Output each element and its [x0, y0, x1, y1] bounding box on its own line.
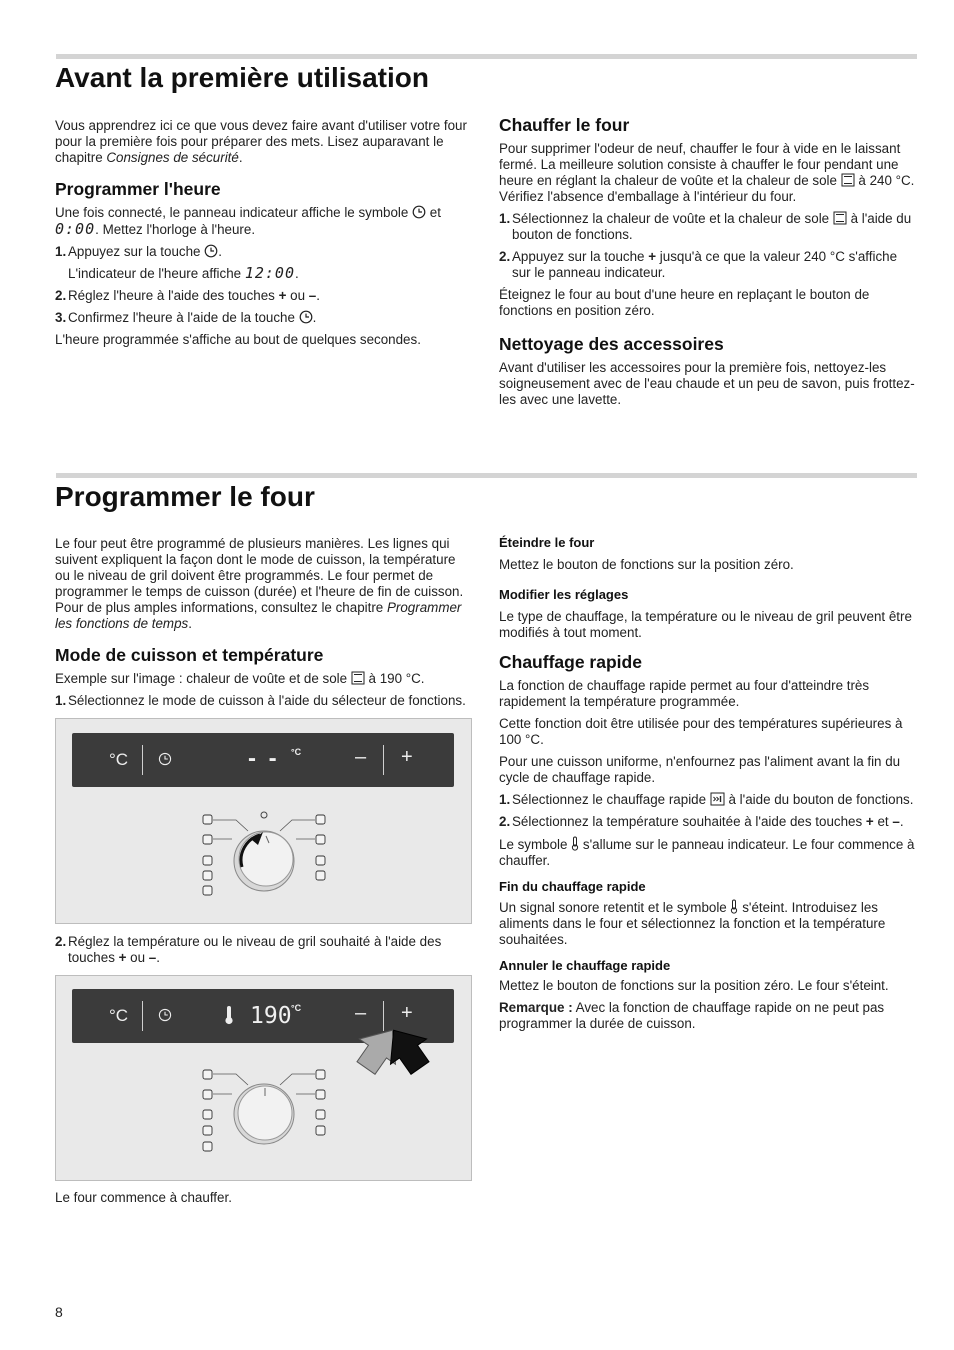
- heading-modify-settings: Modifier les réglages: [499, 587, 629, 602]
- intro-paragraph: Le four peut être programmé de plusieurs manières. Les lignes qui suivent expliquent la façon dont le mode de cuisson, la température ou le niveau de gril doivent être programmés. Le four permet de programmer le temps de cuisson (durée) et l'heure de fin de cuisson. Pour de plus amples informations, consultez le chapitre Programmer les fonctions de temps.: [55, 536, 464, 631]
- rapid-cancel-text: Mettez le bouton de fonctions sur la position zéro. Le four s'éteint.: [499, 978, 889, 993]
- heading-heat-oven: Chauffer le four: [499, 115, 630, 135]
- section-title: Avant la première utilisation: [55, 62, 429, 93]
- section-title: Programmer le four: [55, 481, 315, 512]
- rapid-heat-icon: [710, 792, 725, 806]
- heat-closing: Éteignez le four au bout d'une heure en replaçant le bouton de fonctions en position zéro.: [499, 287, 870, 318]
- rapid-step-2: 2. Sélectionnez la température souhaitée à l'aide des touches + et –.: [499, 814, 904, 829]
- right-column-2: [499, 526, 917, 1038]
- plus-key-symbol: +: [648, 249, 657, 264]
- heat-paragraph: Pour supprimer l'odeur de neuf, chauffer le four à vide en le laissant fermé. La meilleure solution consiste à chauffer le four pendant une heure en réglant la chaleur de voûte et la chaleur de sole à 240 °C. Vérifiez l'absence d'emballage à l'intérieur du four.: [499, 141, 915, 204]
- plus-key-symbol: +: [865, 814, 874, 829]
- top-bottom-heat-icon: [351, 671, 365, 685]
- rapid-heat-symbol-paragraph: Le symbole s'allume sur le panneau indicateur. Le four commence à chauffer.: [499, 837, 915, 868]
- mode-closing: Le four commence à chauffer.: [55, 1190, 232, 1205]
- minus-key: –: [355, 746, 367, 768]
- minus-key-symbol: –: [148, 950, 157, 965]
- clock-icon: [204, 244, 218, 258]
- function-selector-knob: [56, 719, 473, 925]
- clock-step-2: 2. Réglez l'heure à l'aide des touches + ou –.: [55, 288, 320, 303]
- clock-step-3: 3. Confirmez l'heure à l'aide de la touche .: [55, 310, 317, 325]
- temperature-unit: °C: [291, 747, 302, 757]
- heading-rapid-heat: Chauffage rapide: [499, 652, 642, 672]
- celsius-key: °C: [109, 1006, 129, 1025]
- heading-mode-temperature: Mode de cuisson et température: [55, 645, 324, 665]
- plus-key: +: [401, 746, 413, 768]
- heading-clean-accessories: Nettoyage des accessoires: [499, 334, 724, 354]
- mode-step-2: 2. Réglez la température ou le niveau de gril souhaité à l'aide des touches + ou –.: [55, 934, 442, 965]
- minus-key: –: [355, 1002, 367, 1024]
- heading-clock: Programmer l'heure: [55, 179, 221, 199]
- rapid-note: Remarque : Avec la fonction de chauffage rapide on ne peut pas programmer la durée de cuisson.: [499, 1000, 885, 1031]
- intro-paragraph: Vous apprendrez ici ce que vous devez faire avant d'utiliser votre four pour la première fois pour préparer des mets. Lisez auparavant le chapitre Consignes de sécurité.: [55, 118, 467, 165]
- clock-icon: [299, 310, 313, 324]
- temperature-unit: °C: [291, 1003, 302, 1013]
- rapid-heat-p1: La fonction de chauffage rapide permet au four d'atteindre très rapidement la température programmée.: [499, 678, 870, 709]
- minus-key-symbol: –: [892, 814, 900, 829]
- heat-step-1: 1. Sélectionnez la chaleur de voûte et la chaleur de sole à l'aide du bouton de fonctions.: [499, 211, 912, 242]
- clock-step-1-result: L'indicateur de l'heure affiche 12:00.: [68, 264, 299, 282]
- minus-key-symbol: –: [308, 288, 317, 303]
- rapid-heat-p3: Pour une cuisson uniforme, n'enfournez pas l'aliment avant la fin du cycle de chauffage rapide.: [499, 754, 901, 785]
- right-column-1: [499, 104, 917, 414]
- left-column-2: [55, 536, 473, 1212]
- left-column-1: [55, 118, 470, 354]
- heading-rapid-cancel: Annuler le chauffage rapide: [499, 958, 671, 973]
- oven-control-panel-illustration: [55, 975, 472, 1181]
- oven-control-panel-illustration: [55, 718, 472, 924]
- clean-paragraph: Avant d'utiliser les accessoires pour la première fois, nettoyez-les soigneusement avec de l'eau chaude et un peu de savon, puis frottez-les avec une lavette.: [499, 360, 915, 407]
- mode-example: Exemple sur l'image : chaleur de voûte et de sole à 190 °C.: [55, 671, 425, 686]
- rapid-end-text: Un signal sonore retentit et le symbole s'éteint. Introduisez les aliments dans le four et sélectionnez la fonction et la température souhaitées.: [499, 900, 886, 947]
- celsius-key: °C: [109, 750, 129, 769]
- clock-step-1: 1. Appuyez sur la touche . L'indicateur de l'heure affiche 12:00.: [55, 244, 470, 282]
- clock-closing: L'heure programmée s'affiche au bout de quelques secondes.: [55, 332, 421, 347]
- mode-step-1: 1. Sélectionnez le mode de cuisson à l'aide du sélecteur de fonctions.: [55, 693, 466, 708]
- plus-key-symbol: +: [118, 950, 127, 965]
- clock-icon: [412, 205, 426, 219]
- section-divider: [56, 54, 917, 59]
- modify-text: Le type de chauffage, la température ou le niveau de gril peuvent être modifiés à tout moment.: [499, 609, 912, 640]
- page-number: 8: [55, 1304, 63, 1320]
- heading-rapid-end: Fin du chauffage rapide: [499, 879, 646, 894]
- thermometer-icon: [571, 836, 579, 851]
- switch-off-text: Mettez le bouton de fonctions sur la position zéro.: [499, 557, 794, 572]
- heat-step-2: 2. Appuyez sur la touche + jusqu'à ce que la valeur 240 °C s'affiche sur le panneau indicateur.: [499, 249, 898, 280]
- rapid-step-1: 1. Sélectionnez le chauffage rapide à l'aide du bouton de fonctions.: [499, 792, 914, 807]
- plus-key-symbol: +: [278, 288, 287, 303]
- plus-key: +: [401, 1002, 413, 1024]
- rapid-heat-p2: Cette fonction doit être utilisée pour des températures supérieures à 100 °C.: [499, 716, 903, 747]
- press-arrows-illustration: [320, 992, 470, 1098]
- section-divider: [56, 473, 917, 478]
- heading-switch-off: Éteindre le four: [499, 535, 595, 550]
- top-bottom-heat-icon: [841, 173, 855, 187]
- temperature-readout: 190: [250, 1003, 292, 1029]
- clock-paragraph: Une fois connecté, le panneau indicateur affiche le symbole et 0:00. Mettez l'horloge à l'heure.: [55, 205, 441, 238]
- temperature-readout: - -: [248, 745, 280, 772]
- top-bottom-heat-icon: [833, 211, 847, 225]
